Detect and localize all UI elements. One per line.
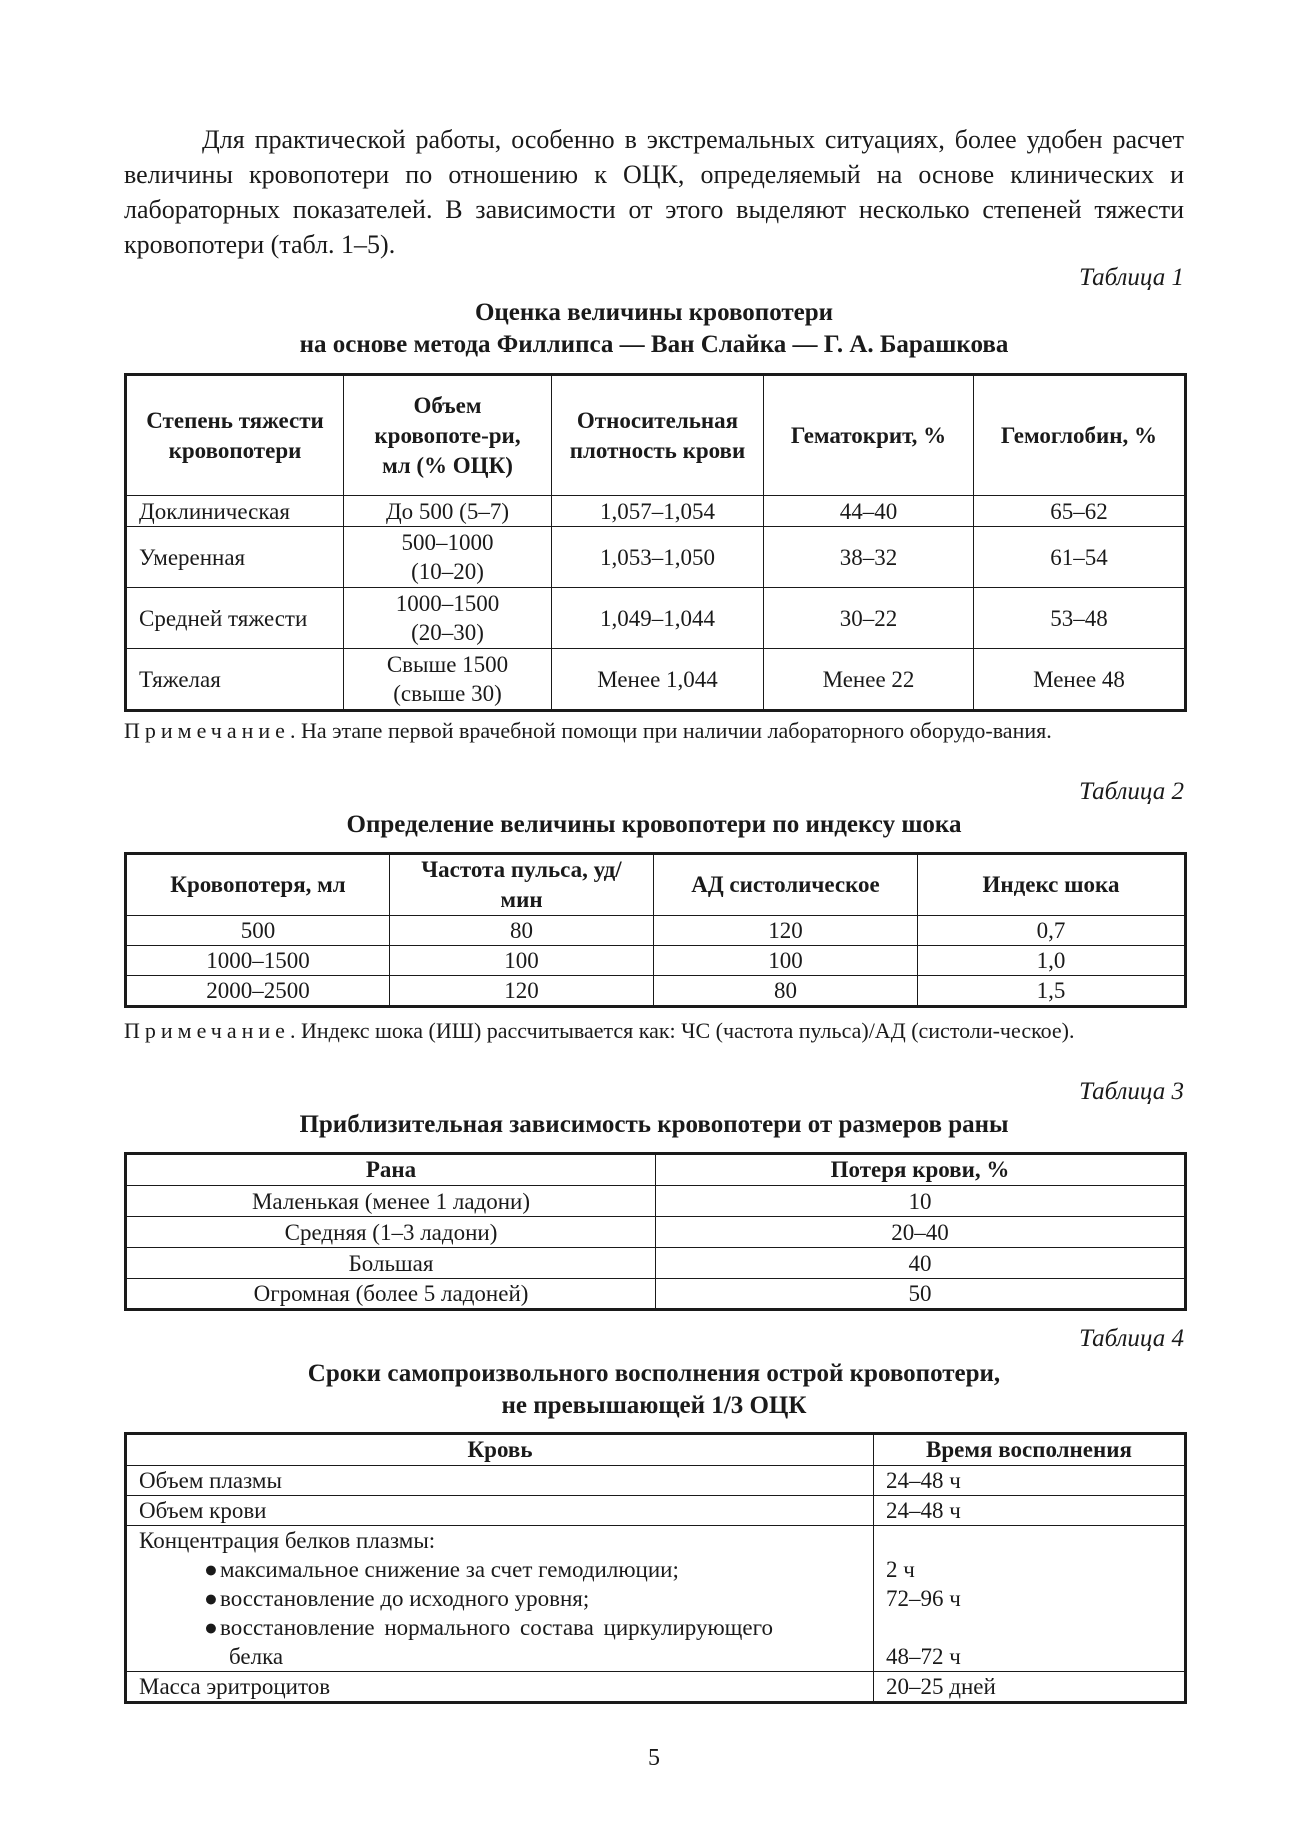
table-row	[126, 1672, 1186, 1703]
table-row	[126, 1279, 1186, 1310]
table1-title-line2: на основе метода Филлипса — Ван Слайка — Г. А. Барашкова	[299, 331, 1009, 358]
list-item	[139, 1584, 865, 1613]
table4-header: Кровь	[126, 1434, 874, 1466]
table-cell: 24–48 ч	[874, 1466, 1186, 1496]
table1	[124, 373, 1187, 712]
table-cell: Менее 22	[764, 649, 974, 711]
table-cell: До 500 (5–7)	[344, 496, 552, 527]
table-cell: 50	[656, 1279, 1186, 1310]
table-row	[126, 1466, 1186, 1496]
table-cell: 24–48 ч	[874, 1496, 1186, 1526]
table-cell-proteins-values	[874, 1526, 1186, 1672]
table-cell: 30–22	[764, 588, 974, 649]
table-cell: Умеренная	[126, 527, 344, 588]
table-cell: 120	[654, 916, 918, 946]
table4-title	[124, 1358, 1184, 1422]
note-prefix: Примечание	[124, 718, 290, 743]
table-cell: 80	[390, 916, 654, 946]
table3-title: Приблизительная зависимость кровопотери от размеров раны	[299, 1111, 1009, 1138]
bullet-icon: ●	[204, 1586, 218, 1611]
table2-header-row	[126, 854, 1186, 916]
table1-header-row	[126, 375, 1186, 496]
table4-title-line1: Сроки самопроизвольного восполнения острой кровопотери,	[307, 1360, 1001, 1387]
table-cell: 1,0	[918, 946, 1186, 976]
table-cell: 1,053–1,050	[552, 527, 764, 588]
table-row	[126, 649, 1186, 711]
table-cell: 1,057–1,054	[552, 496, 764, 527]
table3	[124, 1152, 1187, 1311]
table-cell: 2000–2500	[126, 976, 390, 1007]
table-cell: Огромная (более 5 ладоней)	[126, 1279, 656, 1310]
table4	[124, 1432, 1187, 1704]
table4-label: Таблица 4	[1079, 1325, 1184, 1352]
table1-header: Относительная плотность крови	[552, 375, 764, 496]
table-cell: Доклиническая	[126, 496, 344, 527]
table-cell: 80	[654, 976, 918, 1007]
bullet-icon: ●	[204, 1557, 218, 1582]
table1-header: Гемоглобин, %	[974, 375, 1186, 496]
table-cell: 100	[654, 946, 918, 976]
list-item-text: максимальное снижение за счет гемодилюции;	[220, 1557, 679, 1582]
table2-header: Кровопотеря, мл	[126, 854, 390, 916]
note-prefix: Примечание	[124, 1018, 290, 1043]
list-item-text: восстановление до исходного уровня;	[220, 1586, 590, 1611]
table-cell: Большая	[126, 1248, 656, 1279]
table-cell: 40	[656, 1248, 1186, 1279]
table3-header: Рана	[126, 1154, 656, 1186]
table-cell: 500	[126, 916, 390, 946]
table-row	[126, 1248, 1186, 1279]
table2-header: Индекс шока	[918, 854, 1186, 916]
table-cell-proteins	[126, 1526, 874, 1672]
table-cell: Менее 48	[974, 649, 1186, 711]
table1-title	[124, 297, 1184, 361]
list-item-text: восстановление нормального состава циркулирующего	[220, 1615, 773, 1640]
bullet-icon: ●	[204, 1615, 218, 1640]
table-cell: Менее 1,044	[552, 649, 764, 711]
table2-header: АД систолическое	[654, 854, 918, 916]
list-item-continuation: белка	[229, 1644, 284, 1669]
list-item-value: 72–96 ч	[886, 1586, 961, 1611]
table-cell: Масса эритроцитов	[126, 1672, 874, 1703]
table-row	[126, 527, 1186, 588]
table-cell: 1000–1500	[126, 946, 390, 976]
table2	[124, 852, 1187, 1008]
table-cell: Объем крови	[126, 1496, 874, 1526]
table-cell: 38–32	[764, 527, 974, 588]
table-cell: 500–1000 (10–20)	[344, 527, 552, 588]
table-cell: 10	[656, 1186, 1186, 1217]
table1-header: Объем кровопоте-ри, мл (% ОЦК)	[344, 375, 552, 496]
table-cell: 120	[390, 976, 654, 1007]
table-row	[126, 976, 1186, 1007]
list-item-value: 2 ч	[886, 1557, 915, 1582]
table-row	[126, 1526, 1186, 1672]
table-cell: 100	[390, 946, 654, 976]
table-cell: Тяжелая	[126, 649, 344, 711]
table4-header: Время восполнения	[874, 1434, 1186, 1466]
table-cell: Свыше 1500 (свыше 30)	[344, 649, 552, 711]
table-row	[126, 916, 1186, 946]
list-item-value: 48–72 ч	[886, 1644, 961, 1669]
table-cell: 44–40	[764, 496, 974, 527]
note-text: . Индекс шока (ИШ) рассчитывается как: ЧС (частота пульса)/АД (систоли-ческое).	[289, 1018, 1075, 1043]
table-cell: Объем плазмы	[126, 1466, 874, 1496]
page-number: 5	[648, 1745, 660, 1771]
table-cell: Средняя (1–3 ладони)	[126, 1217, 656, 1248]
table-cell: 1,049–1,044	[552, 588, 764, 649]
table1-header: Гематокрит, %	[764, 375, 974, 496]
table-row	[126, 946, 1186, 976]
table1-title-line1: Оценка величины кровопотери	[474, 299, 834, 326]
table-cell: 1000–1500 (20–30)	[344, 588, 552, 649]
table4-header-row	[126, 1434, 1186, 1466]
table-row	[126, 1186, 1186, 1217]
list-item	[139, 1613, 865, 1642]
table-cell: 0,7	[918, 916, 1186, 946]
table-cell: 20–40	[656, 1217, 1186, 1248]
table-cell: 65–62	[974, 496, 1186, 527]
table-cell: 20–25 дней	[874, 1672, 1186, 1703]
table-row	[126, 1217, 1186, 1248]
table1-header: Степень тяжести кровопотери	[126, 375, 344, 496]
table3-header-row	[126, 1154, 1186, 1186]
table-cell: 53–48	[974, 588, 1186, 649]
table2-note	[124, 1016, 1184, 1046]
table2-header: Частота пульса, уд/мин	[390, 854, 654, 916]
table-row	[126, 496, 1186, 527]
table1-label: Таблица 1	[1079, 264, 1184, 291]
table3-header: Потеря крови, %	[656, 1154, 1186, 1186]
table-cell: Средней тяжести	[126, 588, 344, 649]
table2-title: Определение величины кровопотери по индексу шока	[346, 811, 962, 838]
proteins-title: Концентрация белков плазмы:	[139, 1528, 436, 1553]
list-item	[139, 1555, 865, 1584]
intro-paragraph: Для практической работы, особенно в экстремальных ситуациях, более удобен расчет величины кровопотери по отношению к ОЦК, определяемый на основе клинических и лабораторных показателей. В зависимости от этого выделяют несколько степеней тяжести кровопотери (табл. 1–5).	[124, 125, 1184, 259]
table-cell: 61–54	[974, 527, 1186, 588]
table-row	[126, 588, 1186, 649]
table-cell: 1,5	[918, 976, 1186, 1007]
table4-title-line2: не превышающей 1/3 ОЦК	[501, 1392, 807, 1419]
table-row	[126, 1496, 1186, 1526]
note-text: . На этапе первой врачебной помощи при наличии лабораторного оборудо-вания.	[289, 718, 1052, 743]
table1-note	[124, 716, 1184, 746]
table3-label: Таблица 3	[1079, 1078, 1184, 1105]
table2-label: Таблица 2	[1079, 778, 1184, 805]
table-cell: Маленькая (менее 1 ладони)	[126, 1186, 656, 1217]
